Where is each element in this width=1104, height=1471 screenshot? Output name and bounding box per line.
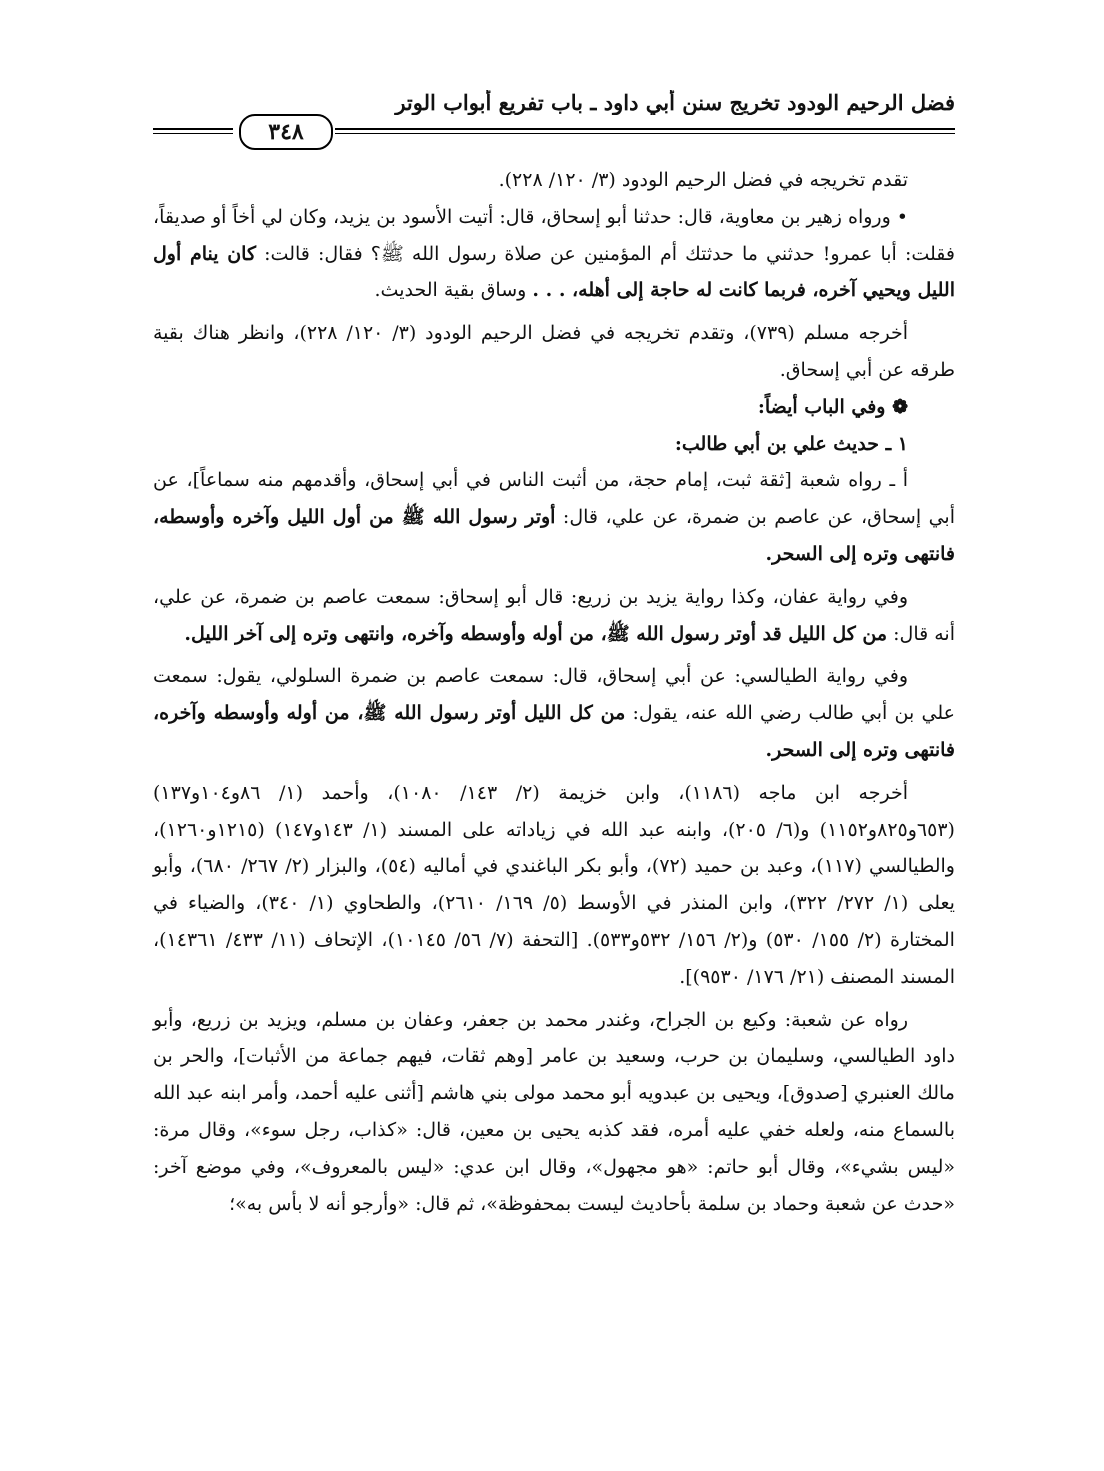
paragraph: أخرجه ابن ماجه (١١٨٦)، وابن خزيمة (٢/ ١٤٣/ ١٠٨٠)، وأحمد (١/ ٨٦و١٠٤و١٣٧) (٦٥٣و٨٢٥و١١٥٢) و(٦/ ٢٠٥)، وابنه عبد الله في زياداته على المسند (١/ ١٤٣و١٤٧) (١٢١٥و١٢٦٠)، والطيالسي (١١٧)، وعبد بن حميد (٧٢)، وأبو بكر الباغندي في أماليه (٥٤)، والبزار (٢/ ٢٦٧/ ٦٨٠)، وأبو يعلى (١/ ٢٧٢/ ٣٢٢)، وابن المنذر في الأوسط (٥/ ١٦٩/ ٢٦١٠)، والطحاوي (١/ ٣٤٠)، والضياء في المختارة (٢/ ١٥٥/ ٥٣٠) و(٢/ ١٥٦/ ٥٣٢و٥٣٣). [التحفة (٧/ ٥٦/ ١٠١٤٥)، الإتحاف (١١/ ٤٣٣/ ١٤٣٦١)، المسند المصنف (٢١/ ١٧٦/ ٩٥٣٠)]. (153, 781, 955, 988)
text-run: أ ـ رواه شعبة [ثقة ثبت، إمام حجة، من أثبت الناس في أبي إسحاق، وأقدمهم منه سماعاً]، عن أبي إسحاق، عن عاصم بن ضمرة، عن علي، قال: (153, 469, 955, 529)
header-rule (153, 128, 233, 130)
text-run: وساق بقية الحديث. (374, 279, 533, 302)
paragraph (153, 658, 955, 768)
section-heading: ١ ـ حديث علي بن أبي طالب: (674, 432, 908, 455)
paragraph: تقدم تخريجه في فضل الرحيم الودود (٣/ ١٢٠/ ٢٢٨). (498, 169, 908, 191)
hadith-text: من كل الليل قد أوتر رسول الله ﷺ، من أوله وأوسطه وآخره، وانتهى وتره إلى آخر الليل. (184, 622, 888, 645)
hadith-text: كان ينام أول الليل ويحيي آخره، فربما كانت له حاجة إلى أهله، . . . (153, 242, 955, 302)
page-body (153, 162, 955, 1222)
hadith-text: من كل الليل أوتر رسول الله ﷺ، من أوله وأوسطه وآخره، فانتهى وتره إلى السحر. (153, 702, 955, 761)
paragraph: أخرجه مسلم (٧٣٩)، وتقدم تخريجه في فضل الرحيم الودود (٣/ ١٢٠/ ٢٢٨)، وانظر هناك بقية طرقه عن أبي إسحاق. (153, 322, 955, 381)
text-run: وفي رواية عفان، وكذا رواية يزيد بن زريع: قال أبو إسحاق: سمعت عاصم بن ضمرة، عن علي، أنه قال: (153, 585, 955, 645)
page-number: ٣٤٨ (239, 114, 333, 150)
paragraph (153, 579, 955, 653)
hadith-text: أوتر رسول الله ﷺ من أول الليل وآخره وأوسطه، فانتهى وتره إلى السحر. (153, 506, 955, 565)
paragraph: رواه عن شعبة: وكيع بن الجراح، وغندر محمد بن جعفر، وعفان بن مسلم، ويزيد بن زريع، وأبو داود الطيالسي، وسليمان بن حرب، وسعيد بن عامر [وهم ثقات، فيهم جماعة من الأثبات]، والحر بن مالك العنبري [صدوق]، ويحيى بن عبدويه أبو محمد مولى بني هاشم [أثنى عليه أحمد، وأمر ابنه عبد الله بالسماع منه، ولعله خفي عليه أمره، فقد كذبه يحيى بن معين، قال: «كذاب، رجل سوء»، وقال مرة: «ليس بشيء»، وقال أبو حاتم: «هو مجهول»، وقال ابن عدي: «ليس بالمعروف»، وفي موضع آخر: «حدث عن شعبة وحماد بن سلمة بأحاديث ليست بمحفوظة»، ثم قال: «وأرجو أنه لا بأس به»؛ (153, 1008, 955, 1215)
section-heading: ❁ وفي الباب أيضاً: (757, 395, 908, 418)
text-run: وفي رواية الطيالسي: عن أبي إسحاق، قال: سمعت عاصم بن ضمرة السلولي، يقول: سمعت علي بن أبي طالب رضي الله عنه، يقول: (153, 665, 955, 725)
header-rule (335, 133, 955, 134)
text-run: • ورواه زهير بن معاوية، قال: حدثنا أبو إسحاق، قال: أتيت الأسود بن يزيد، وكان لي أخاً أو صديقاً، فقلت: أبا عمرو! حدثني ما حدثتك أم المؤمنين عن صلاة رسول الله ﷺ؟ فقال: قالت: (153, 205, 955, 265)
running-title: فضل الرحيم الودود تخريج سنن أبي داود ـ باب تفريع أبواب الوتر (395, 90, 955, 115)
header-rule (335, 128, 955, 130)
header-rule (153, 133, 233, 134)
paragraph (153, 199, 955, 309)
page-header (153, 90, 955, 150)
paragraph (153, 462, 955, 572)
